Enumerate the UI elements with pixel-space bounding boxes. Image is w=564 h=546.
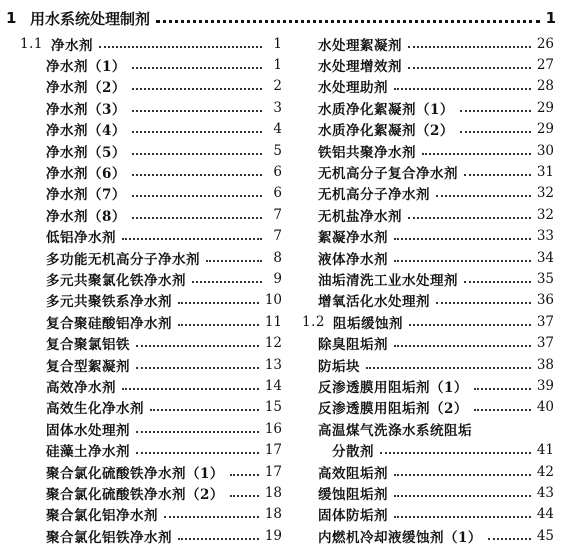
toc-entry (302, 461, 554, 482)
page-number: 13 (264, 356, 282, 373)
page-number: 31 (536, 164, 554, 181)
leader-dots (132, 174, 262, 176)
leader-dots (136, 452, 259, 454)
page-number: 8 (273, 249, 282, 266)
toc-entry (302, 54, 554, 75)
leader-dots (409, 324, 531, 326)
leader-dots (460, 131, 531, 133)
leader-dots (164, 516, 259, 518)
leader-dots (132, 110, 262, 112)
page-number: 9 (273, 270, 282, 287)
leader-dots (380, 452, 531, 454)
entry-title: 聚合氯化铝铁净水剂 (46, 529, 172, 546)
leader-dots (408, 67, 531, 69)
entry-title: 硅藻土净水剂 (46, 444, 130, 461)
leader-dots (136, 431, 259, 433)
entry-title: 复合聚硅酸铝净水剂 (46, 315, 172, 332)
leader-dots (394, 516, 531, 518)
leader-dots (394, 474, 531, 476)
toc-entry (302, 290, 554, 311)
toc-entry (20, 439, 282, 460)
page-number: 32 (536, 206, 554, 223)
entry-title: 无机盐净水剂 (318, 208, 402, 225)
toc-entry (20, 375, 282, 396)
chapter-number: 1 (6, 9, 17, 27)
entry-title: 除臭阻垢剂 (318, 337, 388, 354)
entry-title: 复合型絮凝剂 (46, 358, 130, 375)
entry-title: 油垢清洗工业水处理剂 (318, 272, 458, 289)
leader-dots (394, 88, 531, 90)
entry-title: 低铝净水剂 (46, 230, 116, 247)
leader-dots (474, 409, 531, 411)
page-number: 35 (536, 270, 554, 287)
page-number: 36 (536, 292, 554, 309)
page-number: 15 (264, 399, 282, 416)
toc-entry (20, 119, 282, 140)
page-number: 27 (536, 57, 554, 74)
toc-right-column (302, 33, 554, 546)
page-number: 7 (273, 206, 282, 223)
leader-dots (192, 281, 262, 283)
entry-title: 高效阻垢剂 (318, 465, 388, 482)
leader-dots (366, 367, 531, 369)
toc-entry (302, 119, 554, 140)
toc-entry (302, 311, 554, 332)
page-number: 5 (273, 142, 282, 159)
leader-dots (394, 345, 531, 347)
entry-title: 净水剂（7） (46, 187, 126, 204)
toc-entry (302, 204, 554, 225)
leader-dots (474, 388, 531, 390)
leader-dots (464, 174, 531, 176)
entry-title: 水处理助剂 (318, 80, 388, 97)
entry-title: 液体净水剂 (318, 251, 388, 268)
chapter-title: 用水系统处理制剂 (30, 9, 151, 28)
entry-title: 固体防垢剂 (318, 508, 388, 525)
page-number: 44 (536, 506, 554, 523)
entry-title: 分散剂 (332, 444, 374, 461)
leader-dots (408, 46, 531, 48)
toc-entry (20, 76, 282, 97)
page-number: 2 (273, 78, 282, 95)
toc-entry (302, 161, 554, 182)
toc-entry (302, 439, 554, 460)
leader-dots (132, 153, 262, 155)
page-number: 18 (264, 484, 282, 501)
leader-dots (132, 67, 262, 69)
leader-dots (136, 345, 259, 347)
entry-title: 高效净水剂 (46, 379, 116, 396)
leader-dots (436, 302, 531, 304)
toc-entry (302, 418, 554, 439)
toc-entry (20, 418, 282, 439)
page-number: 11 (264, 313, 282, 330)
entry-title: 净水剂（1） (46, 59, 126, 76)
page-number: 26 (536, 35, 554, 52)
page-number: 37 (536, 313, 554, 330)
page-number: 41 (536, 442, 554, 459)
toc-entry (20, 461, 282, 482)
page-number: 17 (264, 442, 282, 459)
page-number: 17 (264, 463, 282, 480)
leader-dots (136, 367, 259, 369)
page-number: 12 (264, 335, 282, 352)
page-number: 45 (536, 527, 554, 544)
page-number: 33 (536, 228, 554, 245)
toc-entry (302, 397, 554, 418)
leader-dots (122, 238, 262, 240)
toc-entry (20, 482, 282, 503)
page-number: 14 (264, 377, 282, 394)
toc-entry (302, 97, 554, 118)
entry-title: 净水剂（6） (46, 166, 126, 183)
page-number: 10 (264, 292, 282, 309)
toc-entry (20, 354, 282, 375)
section-number: 1.1 (20, 35, 43, 52)
toc-left-column (20, 33, 282, 546)
toc-entry (20, 332, 282, 353)
entry-title: 铁铝共聚净水剂 (318, 144, 416, 161)
toc-entry (302, 76, 554, 97)
page-number: 6 (273, 164, 282, 181)
page-number: 19 (264, 527, 282, 544)
page-number: 3 (273, 99, 282, 116)
entry-title: 净水剂（3） (46, 101, 126, 118)
entry-title: 阻垢缓蚀剂 (332, 315, 403, 332)
toc-entry (20, 247, 282, 268)
entry-title: 缓蚀阻垢剂 (318, 486, 388, 503)
page-number: 7 (273, 228, 282, 245)
entry-title: 无机高分子复合净水剂 (318, 166, 458, 183)
leader-dots (460, 110, 531, 112)
entry-title: 高效生化净水剂 (46, 401, 144, 418)
toc-entry (20, 97, 282, 118)
leader-dots (178, 324, 259, 326)
toc-entry (302, 525, 554, 546)
leader-dots (132, 88, 262, 90)
leader-dots (156, 20, 540, 23)
toc-entry (302, 354, 554, 375)
entry-title: 絮凝净水剂 (318, 230, 388, 247)
entry-title: 复合聚氯铝铁 (46, 337, 130, 354)
entry-title: 多元共聚氯化铁净水剂 (46, 272, 186, 289)
entry-title: 净水剂（2） (46, 80, 126, 97)
toc-entry (20, 33, 282, 54)
toc-entry (302, 33, 554, 54)
section-number: 1.2 (302, 313, 325, 330)
page-number: 34 (536, 249, 554, 266)
leader-dots (436, 195, 531, 197)
entry-title: 固体水处理剂 (46, 422, 130, 439)
toc-entry (20, 397, 282, 418)
toc-entry (302, 226, 554, 247)
entry-title: 防垢块 (318, 358, 360, 375)
page-number: 1 (273, 35, 282, 52)
entry-title: 多功能无机高分子净水剂 (46, 251, 200, 268)
leader-dots (422, 153, 531, 155)
chapter-heading (6, 7, 556, 29)
entry-title: 增氧活化水处理剂 (318, 294, 430, 311)
toc-entry (20, 504, 282, 525)
leader-dots (99, 46, 262, 48)
entry-title: 水质净化絮凝剂（1） (318, 101, 454, 118)
leader-dots (230, 474, 259, 476)
chapter-page: 1 (545, 9, 556, 27)
entry-title: 多元共聚铁系净水剂 (46, 294, 172, 311)
entry-title: 聚合氯化硫酸铁净水剂（1） (46, 465, 224, 482)
toc-entry (302, 140, 554, 161)
page-number: 1 (273, 57, 282, 74)
toc-entry (302, 482, 554, 503)
page-number: 39 (536, 377, 554, 394)
leader-dots (394, 260, 531, 262)
toc-entry (20, 183, 282, 204)
leader-dots (394, 495, 531, 497)
page-number: 40 (536, 399, 554, 416)
page-number: 32 (536, 185, 554, 202)
entry-title: 聚合氯化铝净水剂 (46, 508, 158, 525)
page-number: 42 (536, 463, 554, 480)
leader-dots (178, 538, 259, 540)
leader-dots (132, 195, 262, 197)
entry-title: 高温煤气洗涤水系统阻垢 (318, 422, 472, 439)
toc-entry (302, 247, 554, 268)
leader-dots (132, 217, 262, 219)
entry-title: 水处理絮凝剂 (318, 37, 402, 54)
toc-entry (20, 54, 282, 75)
page-number: 29 (536, 121, 554, 138)
page-number: 4 (273, 121, 282, 138)
leader-dots (394, 238, 531, 240)
leader-dots (206, 260, 262, 262)
page-number: 29 (536, 99, 554, 116)
leader-dots (132, 131, 262, 133)
entry-title: 反渗透膜用阻垢剂（2） (318, 401, 468, 418)
page-number: 16 (264, 420, 282, 437)
page-number: 28 (536, 78, 554, 95)
toc-entry (20, 268, 282, 289)
leader-dots (464, 281, 531, 283)
entry-title: 聚合氯化硫酸铁净水剂（2） (46, 486, 224, 503)
toc-entry (20, 204, 282, 225)
leader-dots (488, 538, 531, 540)
toc-entry (302, 375, 554, 396)
toc-entry (20, 226, 282, 247)
toc-entry (302, 504, 554, 525)
leader-dots (230, 495, 259, 497)
toc-entry (302, 332, 554, 353)
toc-entry (20, 140, 282, 161)
leader-dots (178, 302, 259, 304)
entry-title: 净水剂（4） (46, 123, 126, 140)
leader-dots (122, 388, 259, 390)
entry-title: 净水剂（5） (46, 144, 126, 161)
entry-title: 净水剂（8） (46, 208, 126, 225)
entry-title: 反渗透膜用阻垢剂（1） (318, 379, 468, 396)
entry-title: 无机高分子净水剂 (318, 187, 430, 204)
page-number: 30 (536, 142, 554, 159)
leader-dots (408, 217, 531, 219)
entry-title: 内燃机冷却液缓蚀剂（1） (318, 529, 482, 546)
toc-entry (302, 268, 554, 289)
page-number: 6 (273, 185, 282, 202)
toc-entry (20, 161, 282, 182)
toc-entry (302, 183, 554, 204)
entry-title: 水处理增效剂 (318, 59, 402, 76)
entry-title: 净水剂 (50, 37, 93, 54)
page-number: 43 (536, 484, 554, 501)
page-number: 37 (536, 335, 554, 352)
leader-dots (150, 409, 259, 411)
page-number: 38 (536, 356, 554, 373)
toc-entry (20, 525, 282, 546)
toc-entry (20, 311, 282, 332)
page-number: 18 (264, 506, 282, 523)
entry-title: 水质净化絮凝剂（2） (318, 123, 454, 140)
toc-entry (20, 290, 282, 311)
